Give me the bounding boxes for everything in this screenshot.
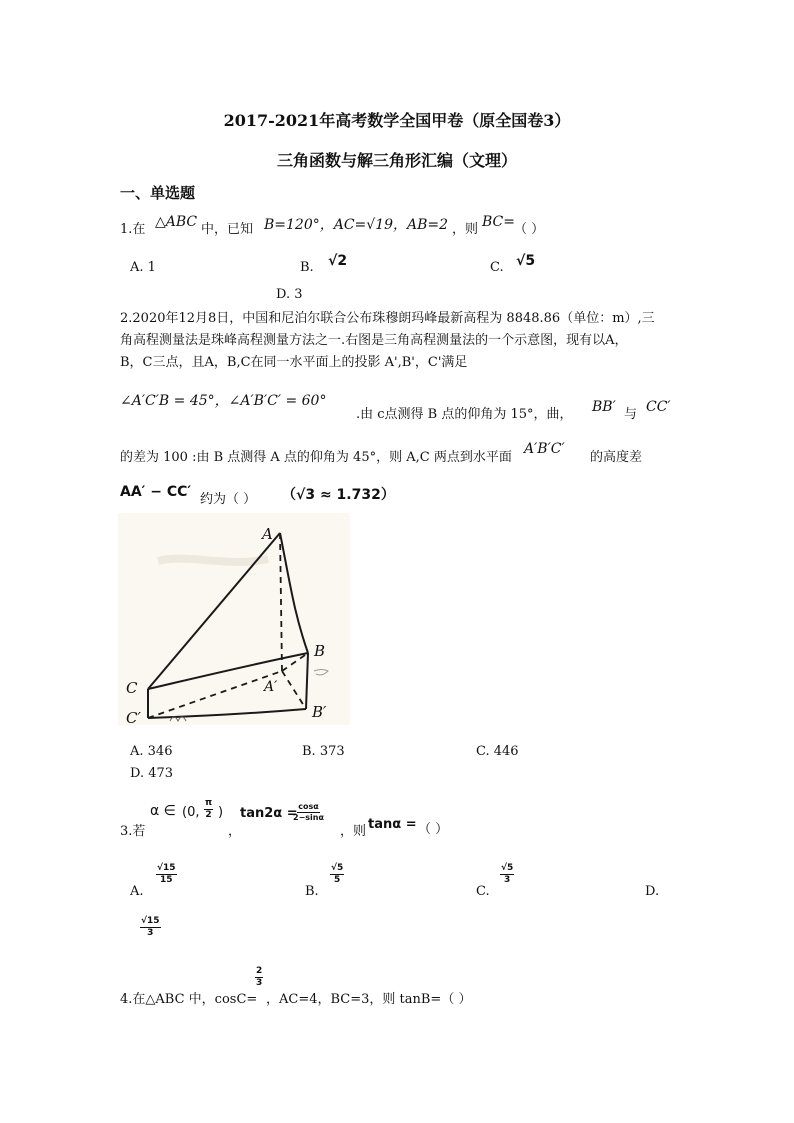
q1-option-c-label: C. bbox=[490, 260, 504, 275]
q2-yu: 与 bbox=[624, 407, 638, 422]
q2-cc: CC′ bbox=[646, 399, 671, 415]
q2-height-difference: AA′ − CC′ bbox=[120, 484, 192, 500]
q2-line-5: 的差为 100 :由 B 点测得 A 点的仰角为 45°，则 A,C 两点到水平面 bbox=[120, 450, 512, 465]
q3-option-b-label: B. bbox=[305, 884, 319, 899]
document-subtitle: 三角函数与解三角形汇编（文理） bbox=[276, 151, 517, 170]
label-b-prime: B′ bbox=[312, 703, 327, 721]
q2-option-a: A. 346 bbox=[130, 744, 173, 759]
q3-interval-open: (0, bbox=[182, 805, 200, 820]
q2-bb: BB′ bbox=[592, 399, 616, 415]
q1-paren: （ ） bbox=[514, 222, 545, 237]
q3-option-d-fraction bbox=[140, 916, 161, 939]
q3-interval-close: ) bbox=[218, 805, 224, 820]
q1-option-a: A. 1 bbox=[130, 260, 156, 275]
q3-comma: ， bbox=[228, 824, 242, 839]
q2-plane: A′B′C′ bbox=[524, 441, 565, 457]
q3-option-b-num: √5 bbox=[331, 863, 344, 873]
q1-given: B=120°，AC=√19，AB=2 bbox=[264, 217, 449, 233]
q2-line-4: .由 c点测得 B 点的仰角为 15°，曲， bbox=[356, 407, 573, 422]
label-c-prime: C′ bbox=[126, 709, 141, 725]
q3-sin-denominator: 2−sinα bbox=[293, 813, 324, 822]
q3-option-c-den: 3 bbox=[504, 875, 511, 885]
q3-pi-over-two bbox=[204, 798, 213, 821]
q1-option-c-value: √5 bbox=[516, 253, 536, 269]
q2-option-c: C. 446 bbox=[476, 744, 519, 759]
q2-line-1: 2.2020年12月8日，中国和尼泊尔联合公布珠穆朗玛峰最新高程为 8848.86（单位：m）,三 bbox=[120, 311, 655, 326]
q2-option-d: D. 473 bbox=[130, 766, 174, 781]
diagram-background bbox=[118, 513, 350, 725]
q2-approx: 约为（ ） bbox=[200, 492, 257, 507]
q1-triangle: △ABC bbox=[155, 214, 198, 230]
section-heading: 一、单选题 bbox=[120, 184, 196, 202]
q1-mid: 中，已知 bbox=[201, 222, 254, 237]
q2-line-5-end: 的高度差 bbox=[590, 450, 643, 465]
q3-option-b-fraction bbox=[330, 863, 344, 886]
q3-option-a-label: A. bbox=[130, 884, 144, 899]
q3-two: 2 bbox=[205, 810, 212, 820]
q1-ask: BC= bbox=[482, 214, 515, 230]
q3-option-d-den: 3 bbox=[147, 928, 154, 938]
q3-tana: tanα = bbox=[368, 817, 417, 832]
q2-angle-condition: ∠A′C′B = 45°，∠A′B′C′ = 60° bbox=[120, 393, 327, 409]
q3-then: ，则 bbox=[340, 824, 367, 839]
triangulation-diagram bbox=[118, 513, 350, 725]
q1-option-b-label: B. bbox=[300, 260, 314, 275]
q3-tan2a: tan2α = bbox=[240, 806, 298, 821]
q1-option-b-value: √2 bbox=[328, 253, 348, 269]
q3-prefix: 3.若 bbox=[120, 824, 146, 839]
q4-fraction bbox=[255, 966, 263, 989]
label-c: C bbox=[126, 679, 138, 697]
q3-option-d-num: √15 bbox=[141, 916, 160, 926]
q2-sqrt-note: （√3 ≈ 1.732） bbox=[282, 487, 395, 503]
q2-option-b: B. 373 bbox=[302, 744, 345, 759]
q3-option-a-den: 15 bbox=[160, 875, 173, 885]
q3-fraction bbox=[292, 802, 325, 823]
q3-option-c-num: √5 bbox=[501, 863, 514, 873]
q2-line-3: B，C三点，且A，B,C在同一水平面上的投影 A',B'，C'满足 bbox=[120, 355, 468, 370]
document-title: 2017-2021年高考数学全国甲卷（原全国卷3） bbox=[223, 111, 571, 130]
q3-option-b-den: 5 bbox=[334, 875, 341, 885]
q4-frac-den: 3 bbox=[256, 978, 263, 988]
q3-pi: π bbox=[205, 798, 213, 808]
q3-cos-numerator: cosα bbox=[298, 802, 319, 811]
q3-option-c-label: C. bbox=[476, 884, 490, 899]
label-a-prime: A′ bbox=[264, 679, 278, 695]
q1-option-d: D. 3 bbox=[276, 287, 303, 302]
q3-option-c-fraction bbox=[500, 863, 514, 886]
q4-text-b: ，AC=4，BC=3，则 tanB=（ ） bbox=[266, 992, 472, 1007]
q1-then: ，则 bbox=[452, 222, 479, 237]
q3-alpha-symbol: α ∈ bbox=[150, 803, 176, 819]
label-b: B bbox=[314, 642, 326, 660]
q4-text-a: 4.在△ABC 中，cosC= bbox=[120, 992, 258, 1007]
q2-line-2: 角高程测量法是珠峰高程测量方法之一.右图是三角高程测量法的一个示意图，现有以A， bbox=[120, 333, 628, 348]
q3-option-a-fraction bbox=[156, 863, 177, 886]
q1-prefix: 1.在 bbox=[120, 222, 146, 237]
q3-option-d-label: D. bbox=[645, 884, 660, 899]
label-a: A bbox=[262, 525, 273, 543]
q4-frac-num: 2 bbox=[256, 966, 263, 976]
q3-paren: （ ） bbox=[418, 822, 449, 837]
q3-option-a-num: √15 bbox=[157, 863, 176, 873]
diagram-smudge bbox=[158, 559, 268, 562]
